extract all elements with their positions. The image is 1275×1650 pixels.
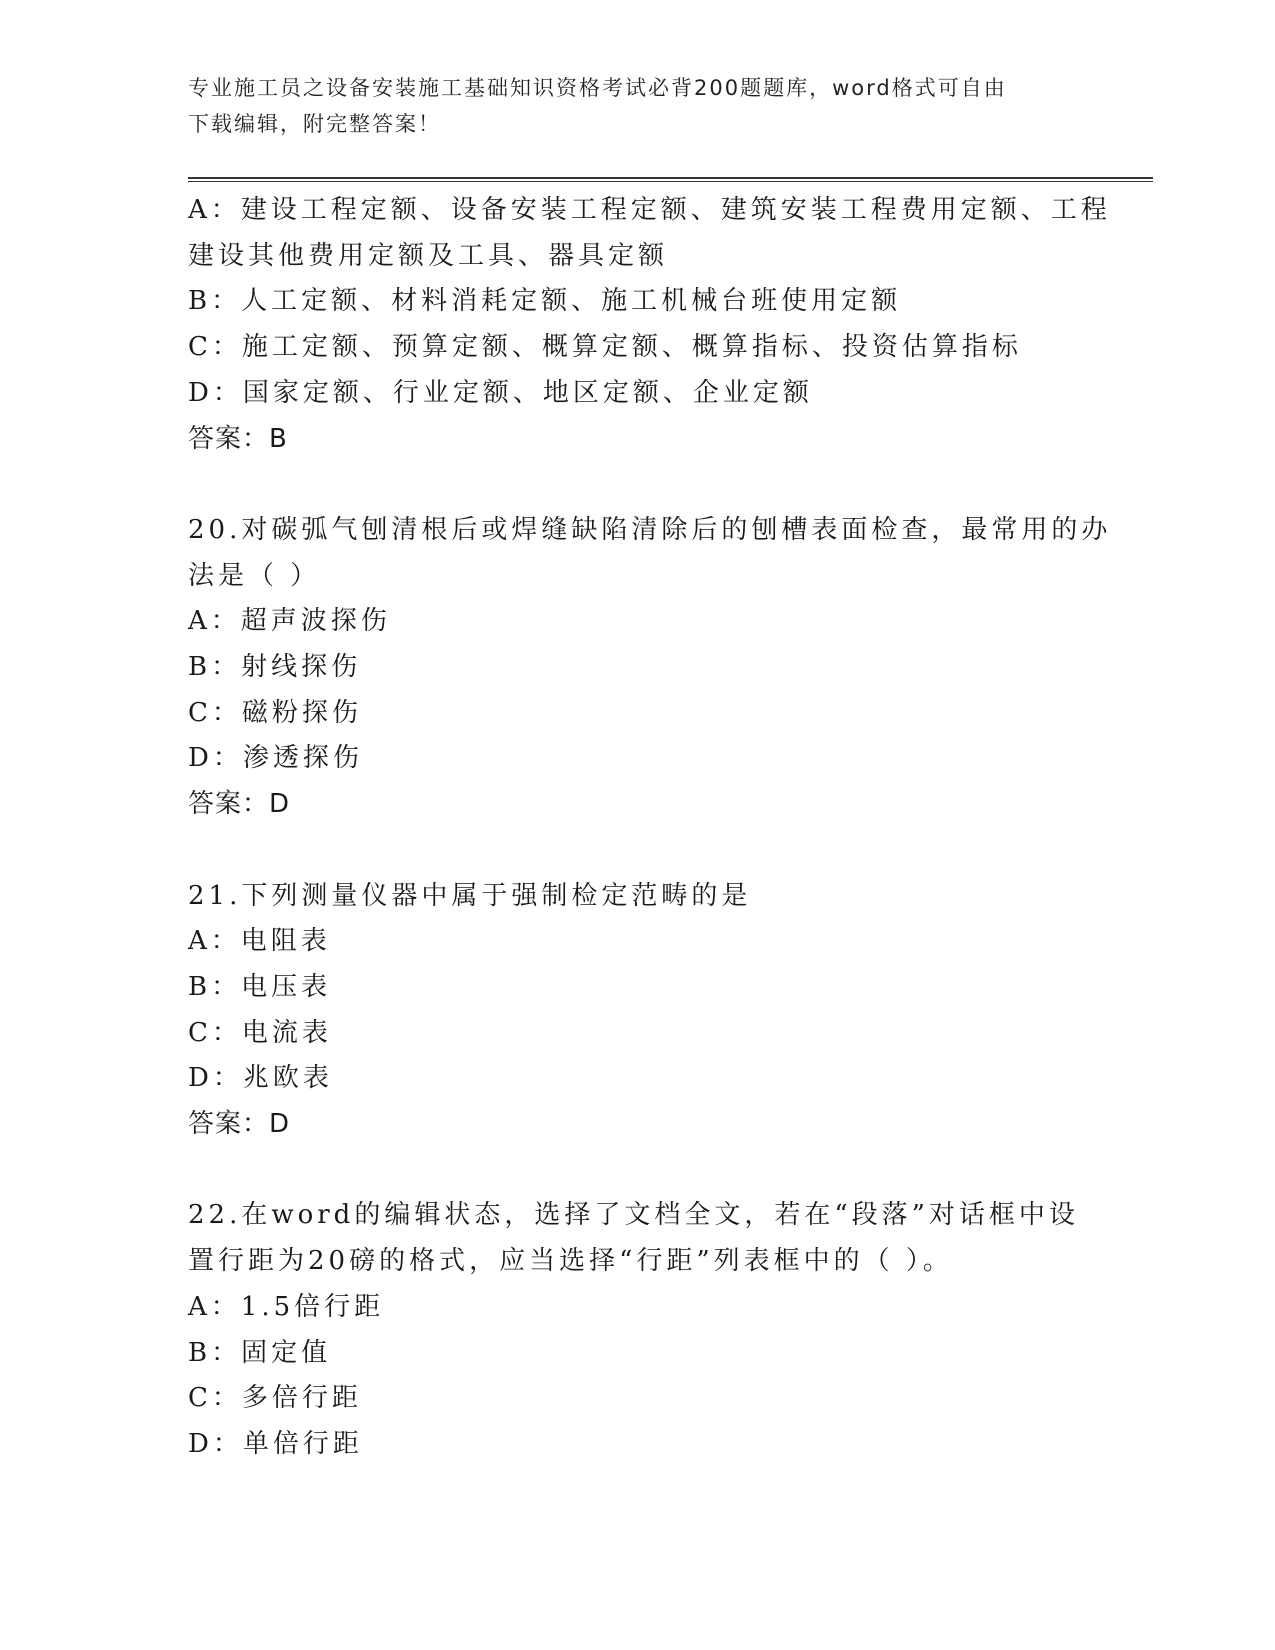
option-d: D：国家定额、行业定额、地区定额、企业定额 bbox=[188, 377, 813, 408]
question-stem: 20.对碳弧气刨清根后或焊缝缺陷清除后的刨槽表面检查，最常用的办 bbox=[188, 514, 1112, 545]
option-c: C：磁粉探伤 bbox=[188, 697, 362, 728]
question-stem: 22.在word的编辑状态，选择了文档全文，若在“段落”对话框中设 bbox=[188, 1200, 1079, 1231]
question-20 bbox=[188, 508, 1112, 828]
option-b: B：人工定额、材料消耗定额、施工机械台班使用定额 bbox=[188, 286, 902, 317]
answer: 答案：B bbox=[188, 423, 288, 454]
question-19 bbox=[188, 188, 1111, 462]
header-line-1: 专业施工员之设备安装施工基础知识资格考试必背200题题库，word格式可自由 bbox=[188, 76, 1007, 100]
option-a: A：电阻表 bbox=[188, 926, 331, 957]
option-a: A：1.5倍行距 bbox=[188, 1291, 385, 1322]
question-stem-continued: 置行距为20磅的格式，应当选择“行距”列表框中的（ ）。 bbox=[188, 1246, 953, 1277]
option-d: D：兆欧表 bbox=[188, 1063, 333, 1094]
option-c: C：多倍行距 bbox=[188, 1383, 362, 1414]
question-stem-continued: 法是（ ） bbox=[188, 560, 321, 591]
option-a-continued: 建设其他费用定额及工具、器具定额 bbox=[188, 240, 669, 271]
option-b: B：电压表 bbox=[188, 971, 332, 1002]
option-c: C：电流表 bbox=[188, 1017, 332, 1048]
header-rule bbox=[188, 177, 1153, 182]
option-c: C：施工定额、预算定额、概算定额、概算指标、投资估算指标 bbox=[188, 332, 1022, 363]
option-b: B：固定值 bbox=[188, 1337, 332, 1368]
question-22 bbox=[188, 1193, 1088, 1467]
header-line-2: 下载编辑，附完整答案！ bbox=[188, 112, 441, 136]
option-d: D：单倍行距 bbox=[188, 1428, 363, 1459]
question-21 bbox=[188, 874, 1088, 1148]
question-stem: 21.下列测量仪器中属于强制检定范畴的是 bbox=[188, 880, 752, 911]
option-a: A：超声波探伤 bbox=[188, 606, 391, 637]
document-header bbox=[188, 70, 1088, 142]
question-list bbox=[188, 188, 1112, 1468]
answer: 答案：D bbox=[188, 789, 291, 820]
answer: 答案：D bbox=[188, 1109, 291, 1140]
option-d: D：渗透探伤 bbox=[188, 743, 363, 774]
option-a: A：建设工程定额、设备安装工程定额、建筑安装工程费用定额、工程 bbox=[188, 195, 1111, 225]
option-b: B：射线探伤 bbox=[188, 652, 362, 683]
